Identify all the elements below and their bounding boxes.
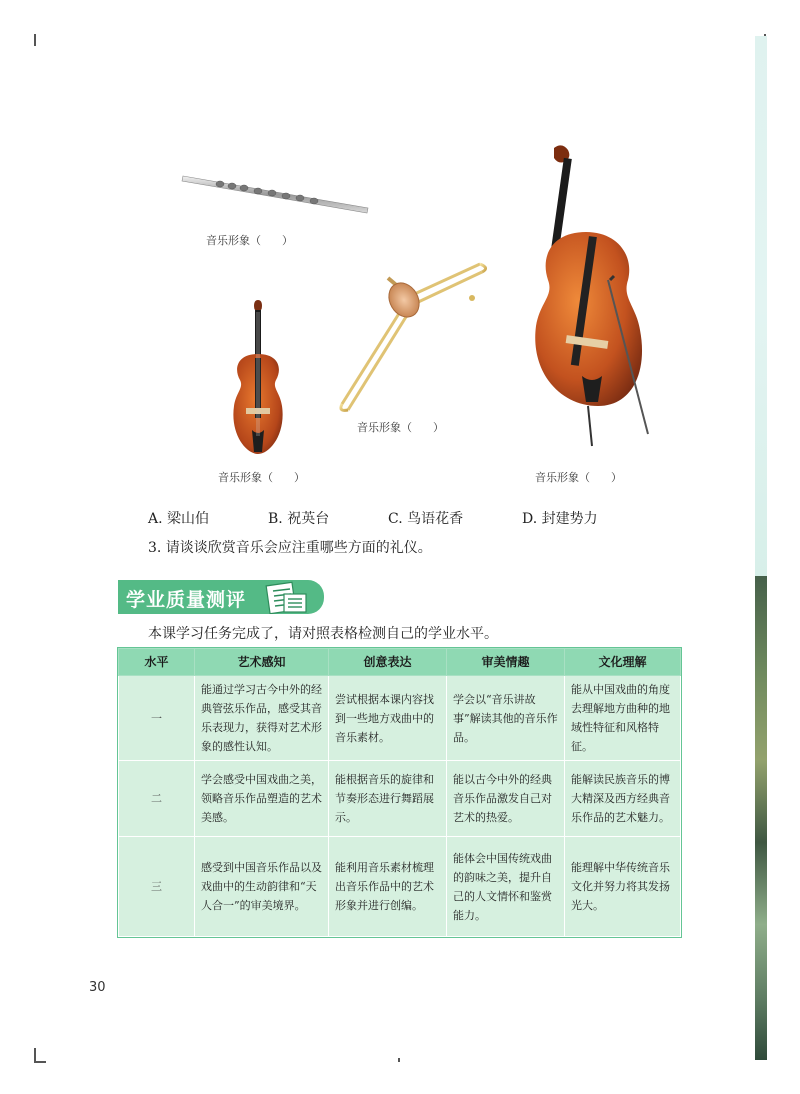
option-d: D. 封建势力: [522, 511, 598, 527]
trombone-image: [332, 256, 492, 416]
flute-image: [180, 168, 372, 218]
section-banner: [118, 580, 324, 614]
option-c: C. 鸟语花香: [388, 511, 464, 527]
table-cell: 能从中国戏曲的角度去理解地方曲种的地域性特征和风格特征。: [565, 676, 681, 761]
crop-mark: [34, 1061, 46, 1063]
table-cell: 能根据音乐的旋律和节奏形态进行舞蹈展示。: [329, 761, 447, 837]
cello-image: [522, 140, 658, 452]
level-cell: 一: [119, 676, 195, 761]
table-cell: 学会以“音乐讲故事”解读其他的音乐作品。: [447, 676, 565, 761]
option-b: B. 祝英台: [268, 511, 330, 527]
table-row: [119, 676, 681, 761]
violin-image: [222, 296, 294, 460]
table-row: [119, 837, 681, 937]
section-intro: 本课学习任务完成了，请对照表格检测自己的学业水平。: [148, 626, 498, 642]
crop-mark: [34, 34, 36, 46]
table-cell: 能利用音乐素材梳理出音乐作品中的艺术形象并进行创编。: [329, 837, 447, 937]
header-level: 水平: [119, 649, 195, 676]
evaluation-table: [118, 648, 681, 937]
section-title: 学业质量测评: [126, 589, 247, 611]
table-row: [119, 761, 681, 837]
crop-mark: [34, 1048, 36, 1062]
option-a: A. 梁山伯: [148, 511, 210, 527]
table-cell: 能以古今中外的经典音乐作品激发自己对艺术的热爱。: [447, 761, 565, 837]
table-cell: 能解读民族音乐的博大精深及西方经典音乐作品的艺术魅力。: [565, 761, 681, 837]
crop-mark: [398, 1058, 400, 1062]
table-cell: 能体会中国传统戏曲的韵味之美，提升自己的人文情怀和鉴赏能力。: [447, 837, 565, 937]
trombone-caption: 音乐形象（ ）: [357, 421, 444, 434]
header-creative-expression: 创意表达: [329, 649, 447, 676]
level-cell: 二: [119, 761, 195, 837]
header-art-perception: 艺术感知: [195, 649, 329, 676]
page-edge-photo-strip: [755, 576, 767, 1060]
table-cell: 能通过学习古今中外的经典管弦乐作品，感受其音乐表现力，获得对艺术形象的感性认知。: [195, 676, 329, 761]
flute-caption: 音乐形象（ ）: [206, 234, 293, 247]
header-aesthetic-taste: 审美情趣: [447, 649, 565, 676]
question-3: 3. 请谈谈欣赏音乐会应注重哪些方面的礼仪。: [148, 540, 432, 556]
header-cultural-understanding: 文化理解: [565, 649, 681, 676]
table-cell: 能理解中华传统音乐文化并努力将其发扬光大。: [565, 837, 681, 937]
page-number: 30: [89, 980, 106, 995]
cello-caption: 音乐形象（ ）: [535, 471, 622, 484]
violin-caption: 音乐形象（ ）: [218, 471, 305, 484]
table-cell: 尝试根据本课内容找到一些地方戏曲中的音乐素材。: [329, 676, 447, 761]
document-icon: [264, 580, 310, 614]
table-header-row: [119, 649, 681, 676]
page-edge-strip: [755, 36, 767, 576]
table-cell: 学会感受中国戏曲之美，领略音乐作品塑造的艺术美感。: [195, 761, 329, 837]
table-cell: 感受到中国音乐作品以及戏曲中的生动韵律和“天人合一”的审美境界。: [195, 837, 329, 937]
level-cell: 三: [119, 837, 195, 937]
